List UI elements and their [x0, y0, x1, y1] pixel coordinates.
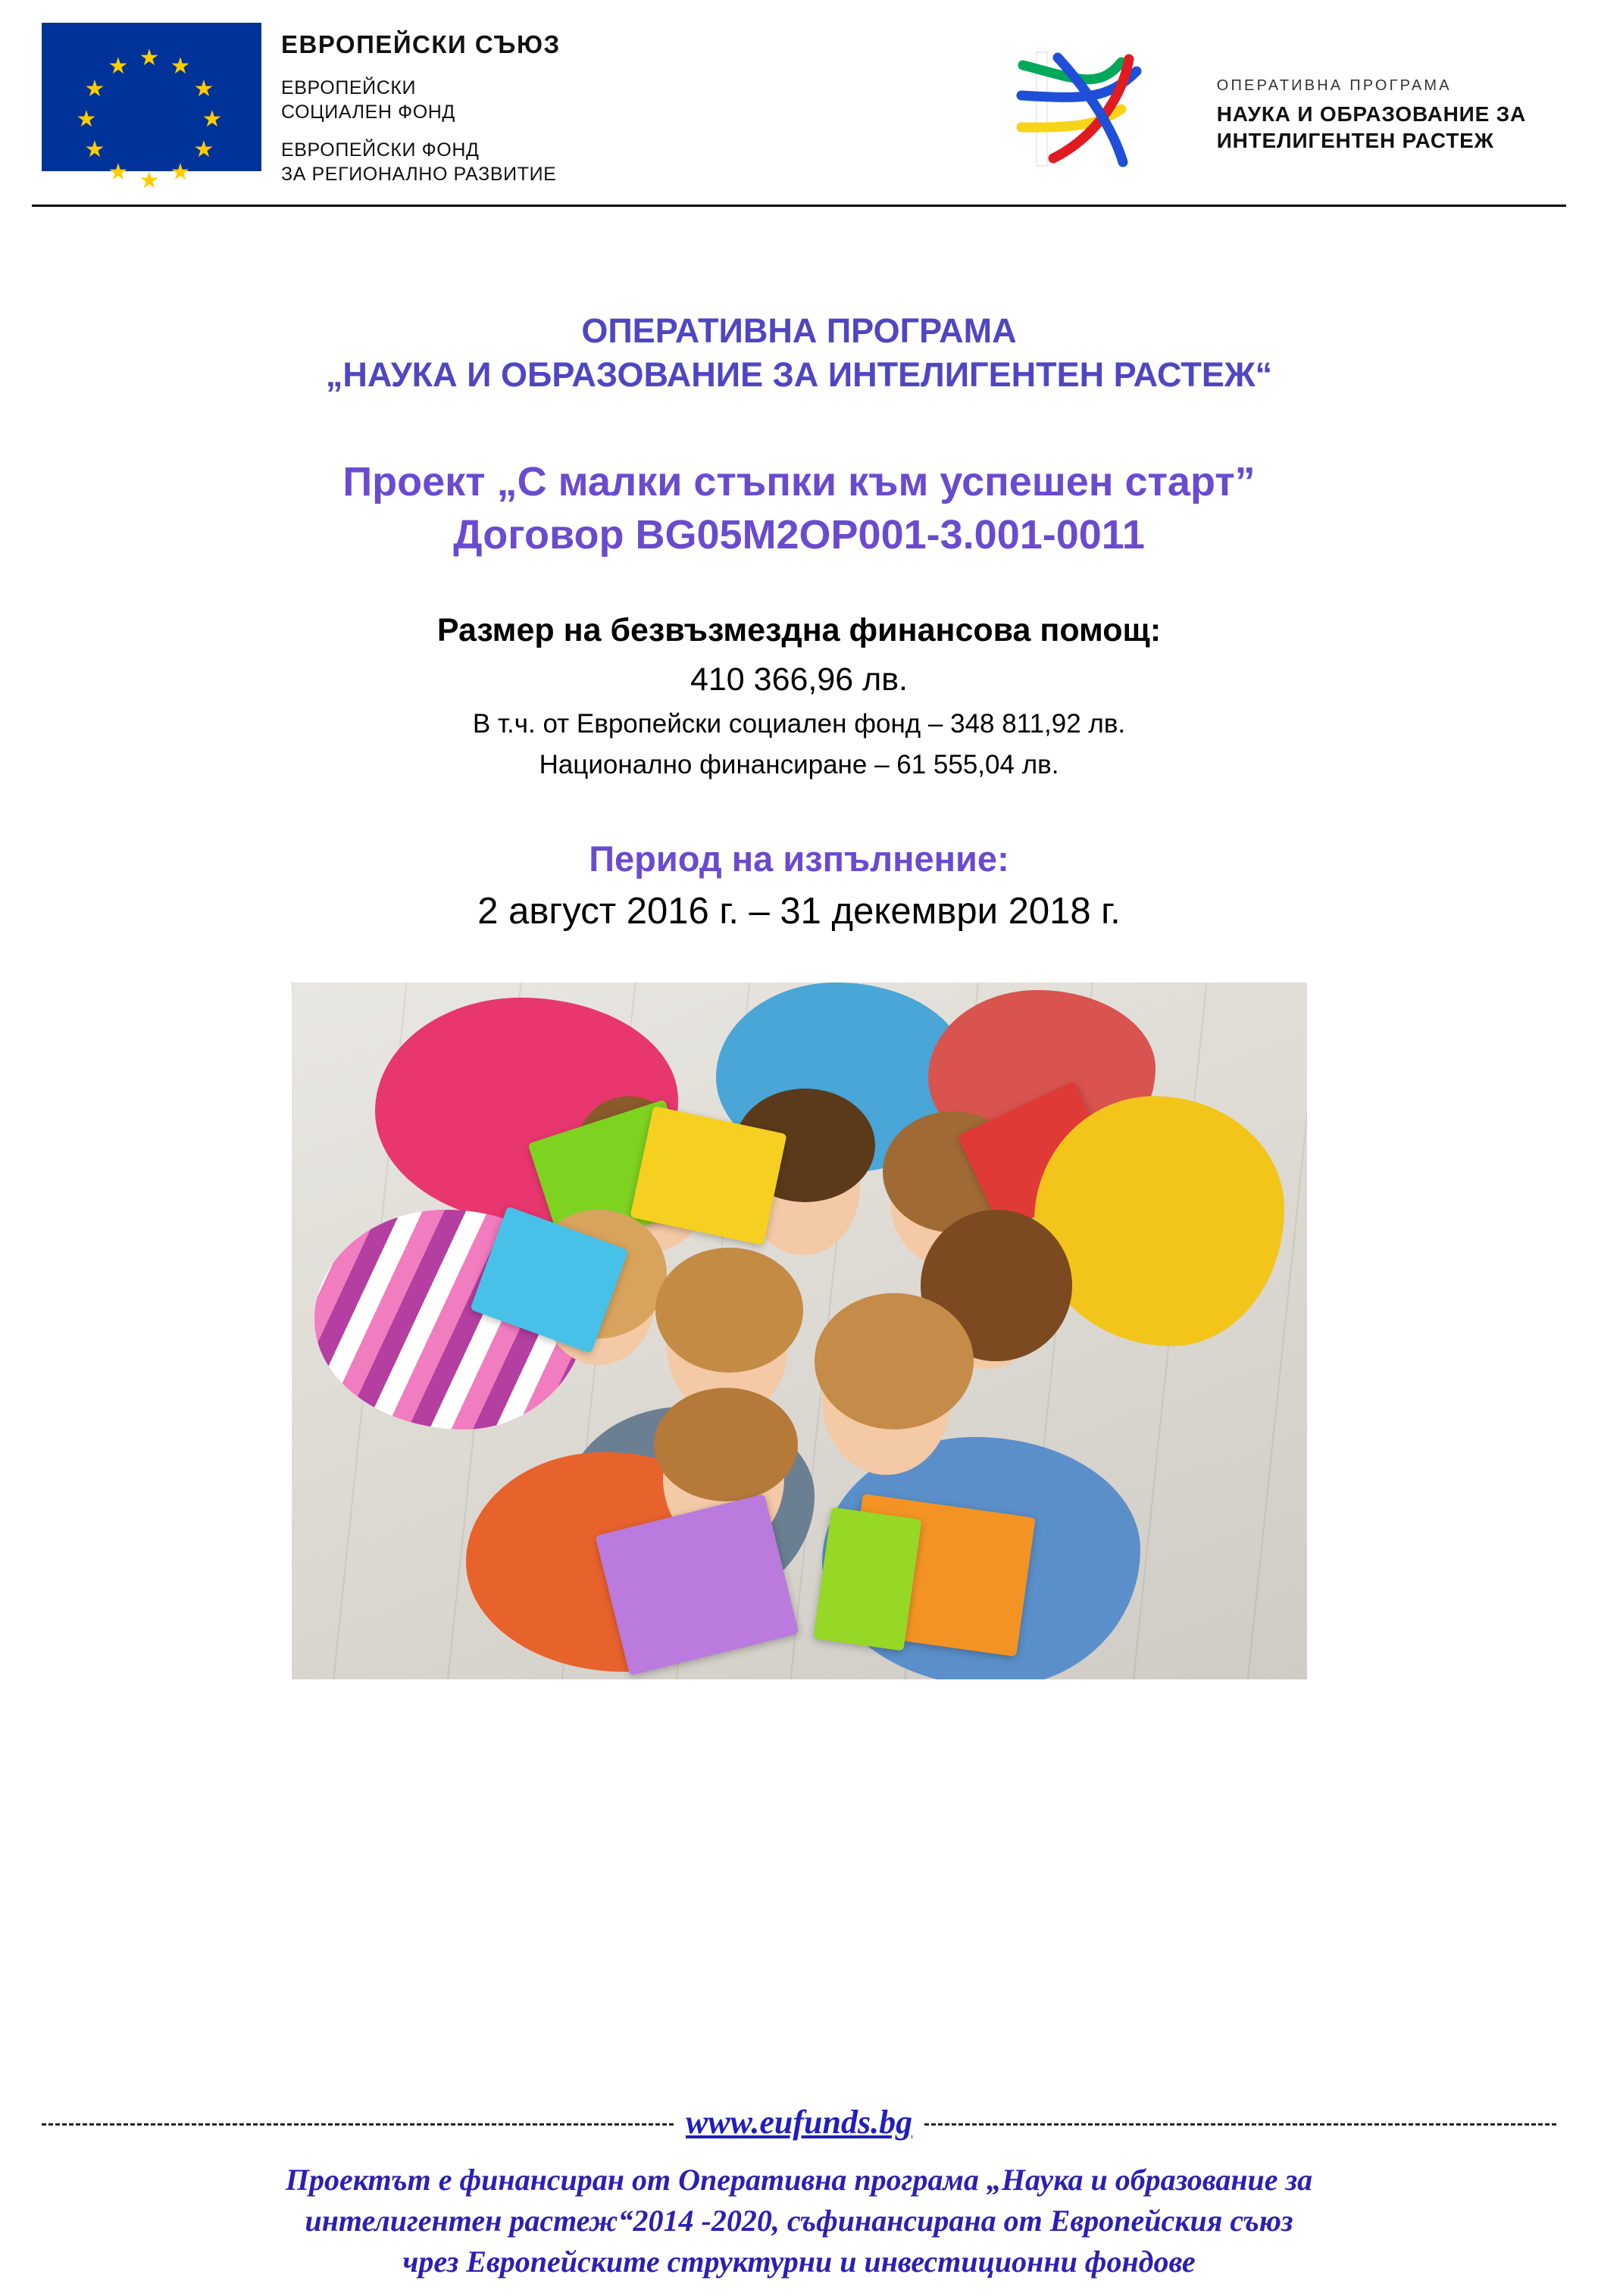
child-denim-hair — [815, 1293, 974, 1429]
footer-disclaimer-line3: чрез Европейските структурни и инвестиционни фондове — [402, 2244, 1196, 2279]
footer-dash-left — [42, 2123, 674, 2126]
op-big-line2: ИНТЕЛИГЕНТЕН РАСТЕЖ — [1216, 129, 1494, 152]
program-title-line2: „НАУКА И ОБРАЗОВАНИЕ ЗА ИНТЕЛИГЕНТЕН РАСТЕЖ“ — [325, 355, 1273, 394]
period-label: Период на изпълнение: — [589, 838, 1009, 879]
book-lime — [813, 1507, 921, 1651]
project-title-line1: Проект „С малки стъпки към успешен старт” — [342, 459, 1256, 505]
document-header — [0, 0, 1598, 197]
op-big-label — [1217, 101, 1526, 154]
project-contract-number: Договор BG05M2OP001-3.001-0011 — [453, 512, 1145, 558]
child-center-hair — [655, 1248, 803, 1373]
footer-disclaimer-line1: Проектът е финансиран от Оперативна програма „Наука и образование за — [285, 2163, 1313, 2197]
eu-union-title: ЕВРОПЕЙСКИ СЪЮЗ — [281, 30, 561, 58]
document-body — [0, 309, 1598, 1679]
op-text-block — [1217, 48, 1526, 154]
eu-regional-fund-line1: ЕВРОПЕЙСКИ ФОНД — [281, 139, 480, 161]
child-orange-hair — [654, 1388, 798, 1501]
footer-dash-right — [924, 2123, 1556, 2126]
grant-esf-line: В т.ч. от Европейски социален фонд – 348 811,92 лв. — [472, 708, 1126, 739]
eu-social-fund-line2: СОЦИАЛЕН ФОНД — [281, 102, 455, 123]
eu-regional-fund-label — [281, 138, 561, 186]
header-divider — [32, 205, 1566, 207]
grant-amount-label: Размер на безвъзмездна финансова помощ: — [436, 611, 1162, 648]
op-big-line1: НАУКА И ОБРАЗОВАНИЕ ЗА — [1216, 102, 1526, 126]
eu-social-fund-line1: ЕВРОПЕЙСКИ — [281, 77, 417, 98]
eu-regional-fund-line2: ЗА РЕГИОНАЛНО РАЗВИТИЕ — [281, 164, 557, 185]
period-value: 2 август 2016 г. – 31 декември 2018 г. — [477, 890, 1121, 932]
footer-link-row — [42, 2103, 1556, 2141]
program-title — [91, 309, 1507, 396]
eufunds-link[interactable]: www.eufunds.bg — [685, 2104, 913, 2141]
eu-emblem-block — [42, 23, 561, 200]
children-photo — [292, 982, 1307, 1679]
eu-text-block — [281, 23, 561, 200]
op-logo-block — [1008, 23, 1553, 170]
document-footer — [0, 2103, 1598, 2282]
footer-disclaimer — [42, 2160, 1556, 2282]
footer-disclaimer-line2: интелигентен растеж“2014 -2020, съфинансирана от Европейския съюз — [305, 2204, 1293, 2238]
program-title-line1: ОПЕРАТИВНА ПРОГРАМА — [581, 311, 1017, 350]
op-science-education-logo-icon — [1008, 48, 1197, 170]
grant-national-line: Национално финансиране – 61 555,04 лв. — [539, 749, 1059, 779]
grant-amount-value: 410 366,96 лв. — [690, 661, 908, 698]
eu-flag-icon: ★ ★ ★ ★ ★ ★ ★ ★ ★ ★ ★ ★ — [42, 23, 261, 171]
op-small-label: ОПЕРАТИВНА ПРОГРАМА — [1216, 77, 1452, 94]
eu-social-fund-label — [281, 76, 561, 124]
project-title — [91, 455, 1507, 561]
